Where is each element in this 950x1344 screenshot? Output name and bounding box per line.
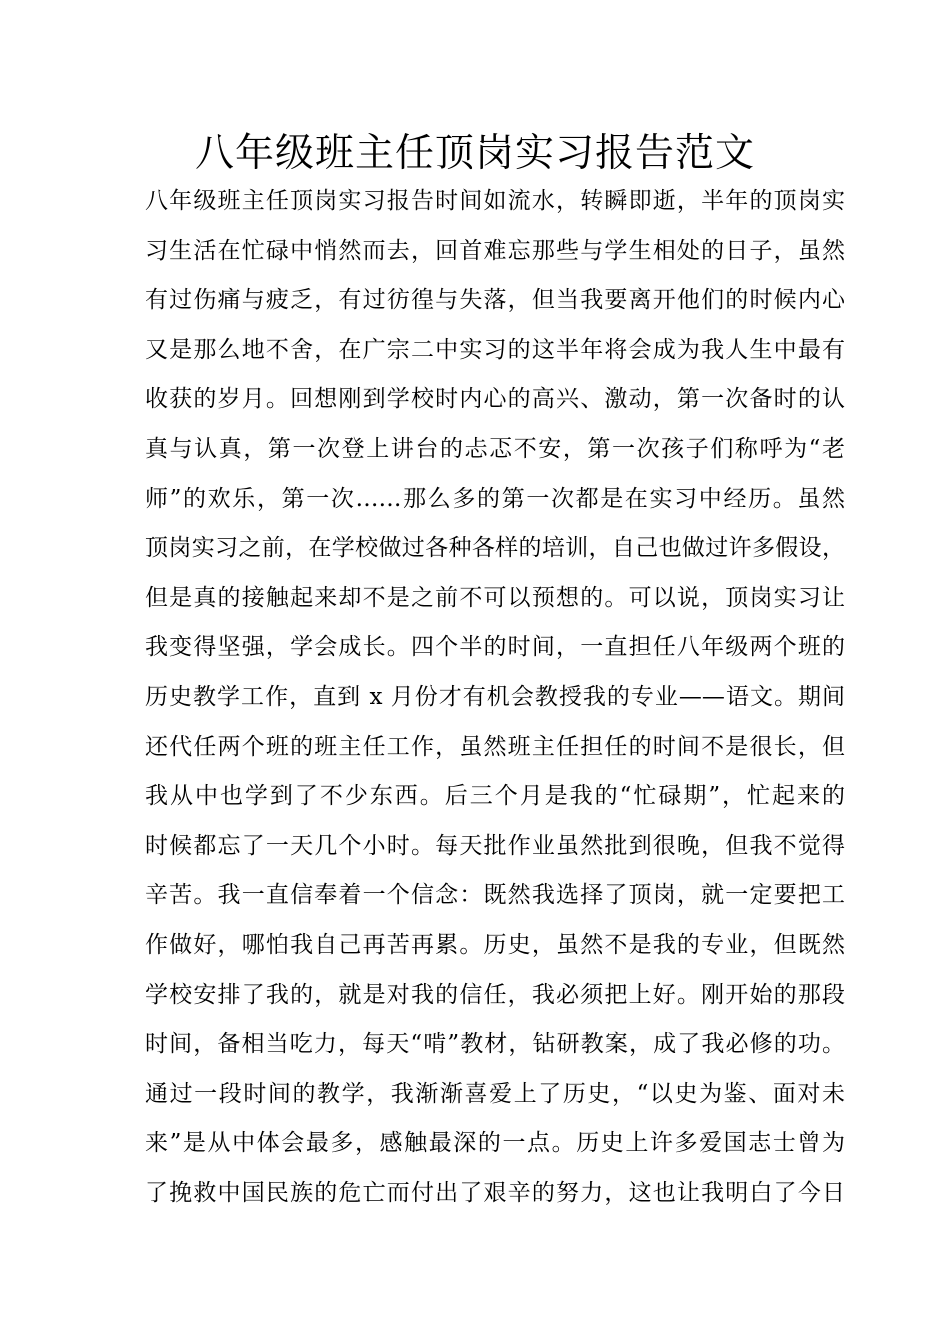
body-text-line: 但是真的接触起来却不是之前不可以预想的。可以说，顶岗实习让 <box>145 584 845 611</box>
body-text-line: 通过一段时间的教学，我渐渐喜爱上了历史，“以史为鉴、面对未 <box>145 1080 845 1107</box>
body-text-line: 我变得坚强，学会成长。四个半的时间，一直担任八年级两个班的 <box>145 634 845 661</box>
body-text-line: 真与认真，第一次登上讲台的忐忑不安，第一次孩子们称呼为“老 <box>145 435 845 462</box>
body-text-line: 我从中也学到了不少东西。后三个月是我的“忙碌期”，忙起来的 <box>145 783 845 810</box>
body-text-line: 时候都忘了一天几个小时。每天批作业虽然批到很晚，但我不觉得 <box>145 832 845 859</box>
body-text-line: 历史教学工作，直到 x 月份才有机会教授我的专业——语文。期间 <box>145 683 845 710</box>
body-text-line: 八年级班主任顶岗实习报告时间如流水，转瞬即逝，半年的顶岗实 <box>145 188 845 214</box>
body-text-line: 时间，备相当吃力，每天“啃”教材，钻研教案，成了我必修的功。 <box>145 1031 845 1058</box>
document-title: 八年级班主任顶岗实习报告范文 <box>194 131 755 176</box>
body-text-line: 还代任两个班的班主任工作，虽然班主任担任的时间不是很长，但 <box>145 733 845 760</box>
body-text-line: 来”是从中体会最多，感触最深的一点。历史上许多爱国志士曾为 <box>145 1130 845 1157</box>
body-text-line: 师”的欢乐，第一次……那么多的第一次都是在实习中经历。虽然 <box>145 485 845 512</box>
body-text-line: 有过伤痛与疲乏，有过彷徨与失落，但当我要离开他们的时候内心 <box>145 287 845 314</box>
body-text-line: 收获的岁月。回想刚到学校时内心的高兴、激动，第一次备时的认 <box>145 386 845 413</box>
body-text-line: 又是那么地不舍，在广宗二中实习的这半年将会成为我人生中最有 <box>145 336 845 363</box>
body-text-line: 学校安排了我的，就是对我的信任，我必须把上好。刚开始的那段 <box>145 981 845 1008</box>
document-body <box>145 177 845 1218</box>
body-text-line: 作做好，哪怕我自己再苦再累。历史，虽然不是我的专业，但既然 <box>145 931 845 958</box>
body-text-line: 顶岗实习之前，在学校做过各种各样的培训，自己也做过许多假设， <box>145 535 845 562</box>
body-text-line: 了挽救中国民族的危亡而付出了艰辛的努力，这也让我明白了今日 <box>145 1179 845 1206</box>
body-text-line: 习生活在忙碌中悄然而去，回首难忘那些与学生相处的日子，虽然 <box>145 237 845 264</box>
body-text-line: 辛苦。我一直信奉着一个信念：既然我选择了顶岗，就一定要把工 <box>145 882 845 909</box>
